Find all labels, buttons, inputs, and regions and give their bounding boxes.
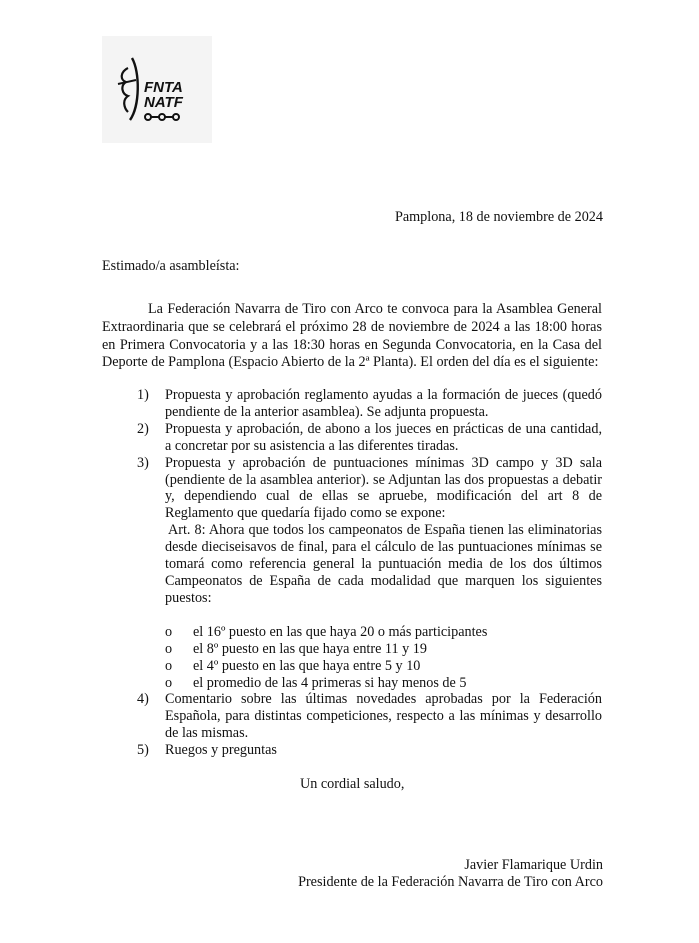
- svg-text:NATF: NATF: [144, 94, 183, 111]
- federation-logo: [102, 36, 212, 143]
- agenda-item: [137, 455, 602, 692]
- sub-list-item: o el 16º puesto en las que haya 20 o más participantes: [165, 623, 488, 640]
- sub-list-item: o el 4º puesto en las que haya entre 5 y 10: [165, 657, 421, 674]
- agenda-text: Ruegos y preguntas: [165, 742, 277, 759]
- agenda-number: 2): [137, 420, 149, 437]
- bullet-icon: o: [165, 674, 173, 691]
- intro-paragraph: [102, 301, 602, 372]
- agenda-number: 5): [137, 742, 149, 759]
- agenda-number: 1): [137, 387, 149, 403]
- article-8-text: Art. 8: Ahora que todos los campeonatos de España tienen las eliminatorias desde dieciseisavos de final, para el cálculo de las puntuaciones mínimas se tomará como referencia general la puntuación media de los dos últimos Campeonatos de España de cada modalidad que marquen los siguientes puestos:: [165, 522, 602, 606]
- agenda-item: [137, 691, 602, 742]
- svg-text:FNTA: FNTA: [144, 79, 183, 96]
- agenda-number: 4): [137, 691, 149, 708]
- agenda-item: [137, 387, 602, 421]
- intro-text: La Federación Navarra de Tiro con Arco te convoca para la Asamblea General Extraordinaria que se celebrará el próximo 28 de noviembre de 2024 a las 18:00 horas en Primera Convocatoria y a las 18:30 horas en Segunda Convocatoria, en la Casa del Deporte de Pamplona (Espacio Abierto de la 2ª Planta). El orden del día es el siguiente:: [102, 301, 602, 371]
- signer-name: Javier Flamarique Urdin: [464, 857, 603, 873]
- agenda-item: [137, 421, 602, 455]
- sub-list: [165, 624, 602, 692]
- agenda-item: [137, 742, 602, 759]
- sub-list-item: o el promedio de las 4 primeras si hay menos de 5: [165, 674, 467, 691]
- bullet-icon: o: [165, 640, 173, 657]
- signature-block: [298, 857, 603, 891]
- greeting: Estimado/a asambleísta:: [102, 258, 240, 274]
- agenda-text: Propuesta y aprobación de puntuaciones mínimas 3D campo y 3D sala (pendiente de la asamblea anterior). se Adjuntan las dos propuestas a debatir y, dependiendo cual de ellas se apruebe, modificación del art 8 de Reglamento que quedaría fijado como se expone:: [165, 454, 602, 522]
- sub-list-item: o el 8º puesto en las que haya entre 11 y 19: [165, 640, 427, 657]
- bullet-icon: o: [165, 657, 173, 674]
- agenda-text: Propuesta y aprobación, de abono a los jueces en prácticas de una cantidad, a concretar por su asistencia a las diferentes tiradas.: [165, 420, 602, 454]
- date-line: Pamplona, 18 de noviembre de 2024: [394, 209, 603, 225]
- agenda-number: 3): [137, 454, 149, 471]
- closing-salutation: Un cordial saludo,: [300, 776, 405, 792]
- agenda-text: Comentario sobre las últimas novedades aprobadas por la Federación Española, para distintas competiciones, respecto a las mínimas y desarrollo de las mismas.: [165, 691, 602, 742]
- bullet-icon: o: [165, 623, 173, 640]
- signer-title: Presidente de la Federación Navarra de Tiro con Arco: [298, 874, 603, 890]
- agenda-text: Propuesta y aprobación reglamento ayudas a la formación de jueces (quedó pendiente de la anterior asamblea). Se adjunta propuesta.: [165, 387, 602, 420]
- archer-logo-icon: [114, 54, 200, 126]
- agenda-list: [137, 387, 602, 759]
